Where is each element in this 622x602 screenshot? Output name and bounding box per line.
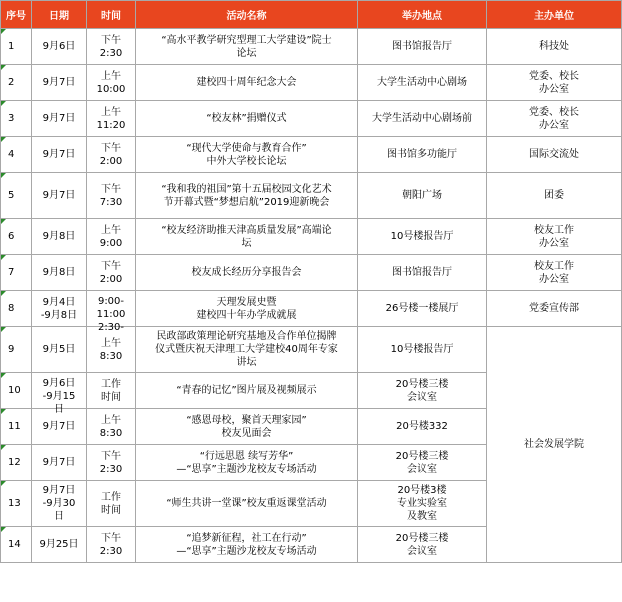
date-cell-content — [32, 112, 86, 125]
venue-cell — [358, 481, 487, 527]
venue-cell — [358, 219, 487, 255]
date-cell-line: 9月6日 — [42, 41, 76, 52]
time-cell-line: 上午 — [101, 414, 121, 426]
seq-number: 7 — [8, 267, 15, 278]
venue-cell-line: 专业实验室 — [397, 498, 447, 509]
seq-cell — [1, 373, 32, 409]
activity-cell-content — [136, 532, 357, 558]
header-organizer: 主办单位 — [487, 1, 622, 29]
date-cell — [32, 219, 87, 255]
time-cell — [87, 173, 136, 219]
venue-cell-content — [358, 76, 486, 89]
venue-cell-line: 26号楼一楼展厅 — [385, 303, 459, 314]
time-cell-line: 时间 — [101, 391, 121, 403]
date-cell — [32, 101, 87, 137]
time-cell-line: 工作 — [101, 491, 121, 503]
activity-cell-line: 论坛 — [236, 47, 257, 59]
organizer-cell-line: 团委 — [544, 190, 564, 201]
date-cell-line: 日 — [54, 511, 64, 522]
date-cell-line: 9月5日 — [42, 344, 76, 355]
venue-cell-line: 及教室 — [407, 511, 437, 522]
activity-cell-content — [136, 224, 357, 250]
organizer-cell-line: 办公室 — [539, 119, 569, 131]
activity-cell-line: “高水平教学研究型理工大学建设”院士 — [161, 34, 332, 46]
venue-cell-line: 会议室 — [407, 545, 437, 557]
activity-cell — [136, 29, 358, 65]
time-cell-line: 2:00 — [99, 273, 123, 285]
activity-cell-line: 民政部政策理论研究基地及合作单位揭牌 — [156, 331, 337, 342]
cell-marker-icon — [1, 65, 6, 70]
date-cell-content — [32, 148, 86, 161]
date-cell-content — [32, 296, 86, 322]
activity-cell-line: 校友成长经历分享报告会 — [191, 267, 302, 278]
time-cell-line: 11:00 — [96, 308, 126, 320]
activity-cell-content — [136, 296, 357, 322]
header-row — [1, 1, 622, 29]
venue-cell-line: 20号楼332 — [396, 421, 448, 432]
venue-cell-line: 会议室 — [407, 463, 437, 475]
seq-number: 14 — [8, 539, 21, 550]
organizer-cell — [487, 137, 622, 173]
seq-cell — [1, 219, 32, 255]
date-cell — [32, 373, 87, 415]
venue-cell-line: 图书馆报告厅 — [392, 41, 452, 52]
activity-cell-line: “校友经济助推天津高质量发展”高端论 — [161, 224, 332, 236]
time-cell-line: 上午 — [101, 106, 121, 118]
activity-cell-content — [136, 76, 357, 89]
time-cell-content — [87, 378, 135, 404]
date-cell-line: 9月7日 — [42, 485, 76, 496]
venue-cell — [358, 409, 487, 445]
organizer-cell — [487, 255, 622, 291]
activity-cell — [136, 445, 358, 481]
venue-cell-line: 20号楼三楼 — [395, 450, 449, 462]
time-cell — [87, 255, 136, 291]
organizer-cell-line: 办公室 — [539, 83, 569, 95]
time-cell-line: 10:00 — [96, 83, 126, 95]
seq-number: 4 — [8, 149, 15, 160]
activity-cell — [136, 173, 358, 219]
date-cell — [32, 173, 87, 219]
time-cell-line: 2:30- — [97, 321, 125, 333]
venue-cell-content — [358, 148, 486, 161]
venue-cell-content — [358, 266, 486, 279]
time-cell — [87, 373, 136, 409]
header-time: 时间 — [87, 1, 136, 29]
table-row — [1, 173, 622, 219]
time-cell-content — [87, 34, 135, 60]
seq-number: 5 — [8, 190, 15, 201]
activity-cell-line: “行远思恩 续写芳华” — [199, 450, 294, 462]
seq-cell — [1, 445, 32, 481]
time-cell-content — [87, 450, 135, 476]
table-body — [1, 29, 622, 563]
organizer-cell-line: 办公室 — [539, 237, 569, 249]
venue-cell-content — [358, 230, 486, 243]
time-cell-content — [87, 295, 135, 333]
seq-number: 10 — [8, 385, 21, 396]
activity-cell-line: 天理发展史暨 — [216, 296, 277, 308]
organizer-cell — [487, 291, 622, 327]
seq-number: 13 — [8, 498, 21, 509]
venue-cell-line: 20号楼三楼 — [395, 532, 449, 544]
header-activity: 活动名称 — [136, 1, 358, 29]
time-cell — [87, 101, 136, 137]
activity-cell-line: 建校四十年办学成就展 — [196, 309, 297, 321]
date-cell — [32, 327, 87, 373]
time-cell-line: 9:00 — [99, 237, 123, 249]
date-cell — [32, 481, 87, 527]
time-cell-line: 2:30 — [99, 545, 123, 557]
activity-cell-content — [136, 34, 357, 60]
date-cell-line: -9月30 — [42, 498, 76, 509]
date-cell-content — [32, 76, 86, 89]
activity-cell — [136, 409, 358, 445]
date-cell-content — [32, 456, 86, 469]
activity-cell-content — [136, 266, 357, 279]
cell-marker-icon — [1, 137, 6, 142]
seq-cell — [1, 29, 32, 65]
seq-cell — [1, 291, 32, 327]
seq-cell — [1, 65, 32, 101]
cell-marker-icon — [1, 29, 6, 34]
organizer-cell-line: 国际交流处 — [529, 149, 579, 160]
activity-cell-line: “我和我的祖国”第十五届校园文化艺术 — [161, 183, 332, 195]
seq-number: 1 — [8, 41, 15, 52]
activity-cell-line: “现代大学使命与教育合作” — [186, 142, 307, 154]
activity-cell-line: —“思享”主题沙龙校友专场活动 — [176, 463, 317, 475]
organizer-cell — [487, 173, 622, 219]
date-cell-content — [32, 189, 86, 202]
venue-cell-line: 图书馆报告厅 — [392, 267, 452, 278]
time-cell-line: 下午 — [101, 450, 121, 462]
table-row — [1, 219, 622, 255]
activity-cell — [136, 373, 358, 409]
activity-cell — [136, 137, 358, 173]
activity-cell-line: 校友见面会 — [221, 427, 272, 439]
organizer-cell — [487, 65, 622, 101]
venue-cell-line: 大学生活动中心剧场前 — [372, 113, 472, 124]
date-cell-content — [32, 538, 86, 551]
seq-cell — [1, 255, 32, 291]
venue-cell-line: 10号楼报告厅 — [390, 231, 454, 242]
activity-cell-content — [136, 183, 357, 209]
time-cell — [87, 445, 136, 481]
date-cell-content — [32, 377, 86, 415]
time-cell-line: 9:00- — [97, 295, 125, 307]
date-cell — [32, 445, 87, 481]
activity-cell-line: “追梦新征程，社工在行动” — [186, 532, 307, 544]
time-cell-line: 下午 — [101, 142, 121, 154]
activity-cell-content — [136, 414, 357, 440]
date-cell-line: -9月8日 — [40, 309, 78, 321]
venue-cell-content — [358, 112, 486, 125]
venue-cell-line: 大学生活动中心剧场 — [377, 77, 467, 88]
activity-cell-content — [136, 112, 357, 125]
table-row — [1, 101, 622, 137]
cell-marker-icon — [1, 173, 6, 178]
time-cell-content — [87, 532, 135, 558]
venue-cell-line: 图书馆多功能厅 — [387, 149, 457, 160]
activity-cell — [136, 327, 358, 373]
organizer-cell-line: 党委、校长 — [529, 106, 579, 118]
time-cell-content — [87, 260, 135, 286]
venue-cell — [358, 373, 487, 409]
date-cell — [32, 29, 87, 65]
date-cell-line: 日 — [54, 403, 64, 415]
activity-cell-content — [136, 330, 357, 369]
seq-number: 9 — [8, 344, 15, 355]
date-cell — [32, 137, 87, 173]
time-cell-line: 上午 — [101, 337, 121, 349]
organizer-cell-line: 校友工作 — [534, 260, 574, 272]
time-cell-line: 2:00 — [99, 155, 123, 167]
activity-cell — [136, 481, 358, 527]
venue-cell-content — [358, 378, 486, 404]
seq-cell — [1, 137, 32, 173]
date-cell-line: -9月15 — [42, 390, 76, 402]
seq-cell — [1, 527, 32, 563]
time-cell — [87, 65, 136, 101]
seq-cell — [1, 327, 32, 373]
date-cell-line: 9月8日 — [42, 231, 76, 242]
time-cell-content — [87, 183, 135, 209]
cell-marker-icon — [1, 219, 6, 224]
date-cell — [32, 65, 87, 101]
time-cell — [87, 527, 136, 563]
venue-cell — [358, 29, 487, 65]
organizer-cell-line: 办公室 — [539, 273, 569, 285]
seq-number: 11 — [8, 421, 21, 432]
date-cell-line: 9月7日 — [42, 457, 76, 468]
venue-cell — [358, 137, 487, 173]
date-cell — [32, 527, 87, 563]
venue-cell-content — [358, 343, 486, 356]
table-row — [1, 327, 622, 373]
activity-cell-line: 建校四十周年纪念大会 — [196, 77, 297, 88]
time-cell — [87, 409, 136, 445]
activity-cell-line: 讲坛 — [236, 357, 257, 368]
activity-cell — [136, 101, 358, 137]
time-cell-line: 上午 — [101, 70, 121, 82]
activity-cell-line: —“思享”主题沙龙校友专场活动 — [176, 545, 317, 557]
table-row — [1, 65, 622, 101]
organizer-cell-line: 党委宣传部 — [529, 303, 579, 314]
table-row — [1, 291, 622, 327]
date-cell-line: 9月25日 — [39, 539, 79, 550]
activity-cell-line: “校友林”捐赠仪式 — [206, 113, 287, 124]
time-cell-content — [87, 337, 135, 363]
date-cell-line: 9月8日 — [42, 267, 76, 278]
activity-cell-line: “青春的记忆”图片展及视频展示 — [176, 385, 317, 396]
organizer-cell-line: 科技处 — [539, 41, 569, 52]
time-cell — [87, 291, 136, 333]
activity-cell-content — [136, 142, 357, 168]
venue-cell — [358, 327, 487, 373]
header-seq: 序号 — [1, 1, 32, 29]
seq-cell — [1, 101, 32, 137]
organizer-cell-merged: 社会发展学院 — [487, 327, 622, 563]
table-row — [1, 137, 622, 173]
time-cell-line: 8:30 — [99, 427, 123, 439]
date-cell-line: 9月4日 — [42, 296, 76, 308]
date-cell-line: 9月7日 — [42, 421, 76, 432]
time-cell-line: 下午 — [101, 532, 121, 544]
venue-cell-content — [358, 450, 486, 476]
organizer-cell — [487, 219, 622, 255]
venue-cell — [358, 445, 487, 481]
activity-cell-line: 仪式暨庆祝天津理工大学建校40周年专家 — [155, 344, 338, 355]
time-cell-content — [87, 70, 135, 96]
activity-cell-content — [136, 450, 357, 476]
venue-cell — [358, 173, 487, 219]
seq-cell — [1, 173, 32, 219]
time-cell-line: 2:30 — [99, 47, 123, 59]
date-cell-content — [32, 266, 86, 279]
cell-marker-icon — [1, 373, 6, 378]
organizer-cell — [487, 29, 622, 65]
activity-cell-line: “感恩母校，聚首天理家园” — [186, 414, 307, 426]
time-cell — [87, 29, 136, 65]
time-cell-line: 下午 — [101, 260, 121, 272]
activity-cell-content — [136, 384, 357, 397]
activity-cell-line: 坛 — [241, 237, 252, 249]
venue-cell-content — [358, 302, 486, 315]
venue-cell-line: 20号楼3楼 — [397, 485, 447, 496]
cell-marker-icon — [1, 445, 6, 450]
activity-cell — [136, 291, 358, 327]
time-cell-line: 时间 — [101, 504, 121, 516]
time-cell — [87, 219, 136, 255]
table-row — [1, 255, 622, 291]
venue-cell-content — [358, 420, 486, 433]
time-cell-line: 下午 — [101, 34, 121, 46]
time-cell-line: 11:20 — [96, 119, 126, 131]
venue-cell — [358, 527, 487, 563]
time-cell-line: 8:30 — [99, 350, 123, 362]
venue-cell-content — [358, 532, 486, 558]
time-cell-line: 7:30 — [99, 196, 123, 208]
venue-cell-content — [358, 40, 486, 53]
time-cell — [87, 481, 136, 527]
activity-cell-line: 中外大学校长论坛 — [206, 155, 287, 167]
date-cell-content — [32, 420, 86, 433]
activity-cell-content — [136, 497, 357, 510]
seq-number: 6 — [8, 231, 15, 242]
date-cell-content — [32, 484, 86, 523]
activity-cell-line: 节开幕式暨“梦想启航”2019迎新晚会 — [163, 196, 330, 208]
venue-cell-line: 10号楼报告厅 — [390, 344, 454, 355]
time-cell-content — [87, 491, 135, 517]
venue-cell — [358, 255, 487, 291]
header-date: 日期 — [32, 1, 87, 29]
seq-number: 12 — [8, 457, 21, 468]
date-cell — [32, 291, 87, 327]
venue-cell-line: 会议室 — [407, 391, 437, 403]
seq-number: 8 — [8, 303, 15, 314]
date-cell — [32, 255, 87, 291]
organizer-cell-line: 校友工作 — [534, 224, 574, 236]
cell-marker-icon — [1, 481, 6, 486]
time-cell-content — [87, 414, 135, 440]
time-cell-line: 2:30 — [99, 463, 123, 475]
time-cell-content — [87, 142, 135, 168]
cell-marker-icon — [1, 409, 6, 414]
venue-cell-line: 朝阳广场 — [402, 190, 442, 201]
cell-marker-icon — [1, 327, 6, 332]
organizer-cell-line: 党委、校长 — [529, 70, 579, 82]
venue-cell — [358, 65, 487, 101]
time-cell-line: 工作 — [101, 378, 121, 390]
activity-cell — [136, 219, 358, 255]
header-venue: 举办地点 — [358, 1, 487, 29]
cell-marker-icon — [1, 101, 6, 106]
cell-marker-icon — [1, 255, 6, 260]
venue-cell — [358, 291, 487, 327]
time-cell-line: 下午 — [101, 183, 121, 195]
activity-cell — [136, 65, 358, 101]
activity-cell — [136, 255, 358, 291]
seq-number: 2 — [8, 77, 15, 88]
date-cell-line: 9月7日 — [42, 113, 76, 124]
activity-cell-line: “师生共讲一堂课”校友重返课堂活动 — [166, 498, 327, 509]
activity-cell — [136, 527, 358, 563]
time-cell-line: 上午 — [101, 224, 121, 236]
venue-cell — [358, 101, 487, 137]
date-cell-content — [32, 343, 86, 356]
date-cell-line: 9月7日 — [42, 190, 76, 201]
cell-marker-icon — [1, 291, 6, 296]
time-cell-content — [87, 224, 135, 250]
date-cell-line: 9月6日 — [42, 377, 76, 389]
venue-cell-content — [358, 189, 486, 202]
organizer-cell — [487, 101, 622, 137]
seq-number: 3 — [8, 113, 15, 124]
cell-marker-icon — [1, 527, 6, 532]
date-cell-line: 9月7日 — [42, 77, 76, 88]
venue-cell-content — [358, 484, 486, 523]
time-cell — [87, 137, 136, 173]
date-cell-content — [32, 40, 86, 53]
seq-cell — [1, 481, 32, 527]
date-cell-content — [32, 230, 86, 243]
time-cell-content — [87, 106, 135, 132]
venue-cell-line: 20号楼三楼 — [395, 378, 449, 390]
table-row — [1, 29, 622, 65]
seq-cell — [1, 409, 32, 445]
date-cell-line: 9月7日 — [42, 149, 76, 160]
